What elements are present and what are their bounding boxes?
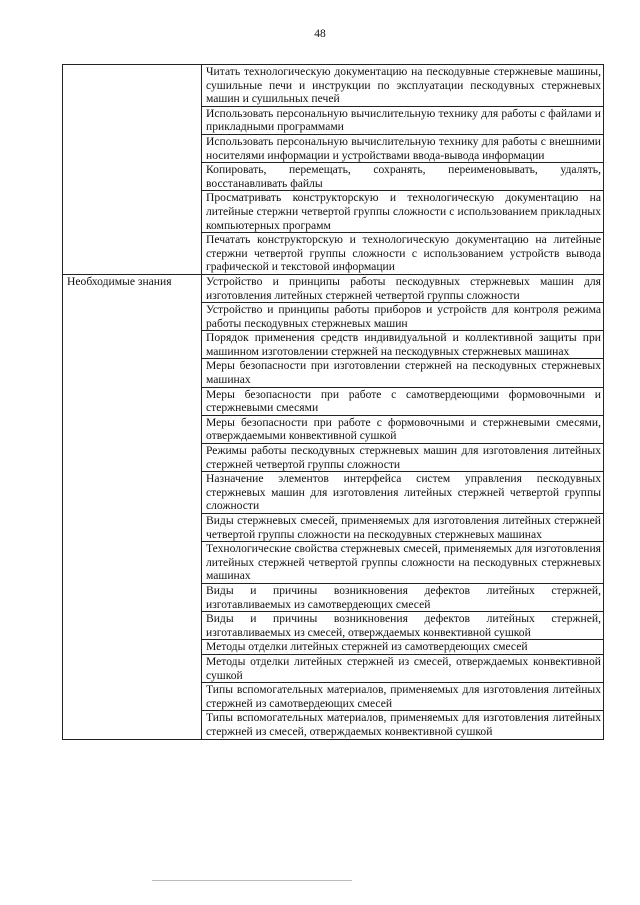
knowledge-label: Необходимые знания xyxy=(63,274,202,739)
knowledge-item: Устройство и принципы работы приборов и устройств для контроля режима работы пескодувных стержневых машин xyxy=(202,303,604,331)
table-row xyxy=(63,274,604,302)
skill-item: Читать технологическую документацию на пескодувные стержневые машины, сушильные печи и инструкции по эксплуатации пескодувных стержневых машин и сушильных печей xyxy=(202,65,604,107)
knowledge-item: Меры безопасности при работе с самотвердеющими формовочными и стержневыми смесями xyxy=(202,387,604,415)
table-row xyxy=(63,65,604,107)
knowledge-item: Виды стержневых смесей, применяемых для изготовления литейных стержней четвертой группы сложности на пескодувных стержневых машинах xyxy=(202,514,604,542)
knowledge-item: Назначение элементов интерфейса систем управления пескодувных стержневых машин для изготовления литейных стержней четвертой группы сложности xyxy=(202,472,604,514)
skill-item: Просматривать конструкторскую и технологическую документацию на литейные стержни четвертой группы сложности с использованием прикладных компьютерных программ xyxy=(202,191,604,233)
knowledge-item: Меры безопасности при изготовлении стержней на пескодувных стержневых машинах xyxy=(202,359,604,387)
knowledge-item: Методы отделки литейных стержней из самотвердеющих смесей xyxy=(202,640,604,655)
knowledge-item: Виды и причины возникновения дефектов литейных стержней, изготавливаемых из смесей, отверждаемых конвективной сушкой xyxy=(202,612,604,640)
page-number: 48 xyxy=(314,28,326,40)
skill-item: Печатать конструкторскую и технологическую документацию на литейные стержни четвертой группы сложности с использованием устройств вывода графической и текстовой информации xyxy=(202,233,604,275)
skills-label-cell xyxy=(63,65,202,275)
knowledge-item: Устройство и принципы работы пескодувных стержневых машин для изготовления литейных стержней четвертой группы сложности xyxy=(202,274,604,302)
skill-item: Копировать, перемещать, сохранять, переименовывать, удалять, восстанавливать файлы xyxy=(202,163,604,191)
knowledge-item: Режимы работы пескодувных стержневых машин для изготовления литейных стержней четвертой группы сложности xyxy=(202,444,604,472)
knowledge-item: Методы отделки литейных стержней из смесей, отверждаемых конвективной сушкой xyxy=(202,654,604,682)
knowledge-item: Типы вспомогательных материалов, применяемых для изготовления литейных стержней из самотвердеющих смесей xyxy=(202,683,604,711)
knowledge-item: Технологические свойства стержневых смесей, применяемых для изготовления литейных стержней четвертой группы сложности на пескодувных стержневых машинах xyxy=(202,542,604,584)
knowledge-item: Меры безопасности при работе с формовочными и стержневыми смесями, отверждаемыми конвективной сушкой xyxy=(202,415,604,443)
scan-edge-line xyxy=(152,880,352,881)
competency-table xyxy=(62,64,604,740)
knowledge-item: Порядок применения средств индивидуальной и коллективной защиты при машинном изготовлении стержней на пескодувных стержневых машинах xyxy=(202,331,604,359)
skill-item: Использовать персональную вычислительную технику для работы с внешними носителями информации и устройствами ввода-вывода информации xyxy=(202,134,604,162)
knowledge-item: Типы вспомогательных материалов, применяемых для изготовления литейных стержней из смесей, отверждаемых конвективной сушкой xyxy=(202,711,604,739)
skill-item: Использовать персональную вычислительную технику для работы с файлами и прикладными программами xyxy=(202,106,604,134)
knowledge-item: Виды и причины возникновения дефектов литейных стержней, изготавливаемых из самотвердеющих смесей xyxy=(202,583,604,611)
